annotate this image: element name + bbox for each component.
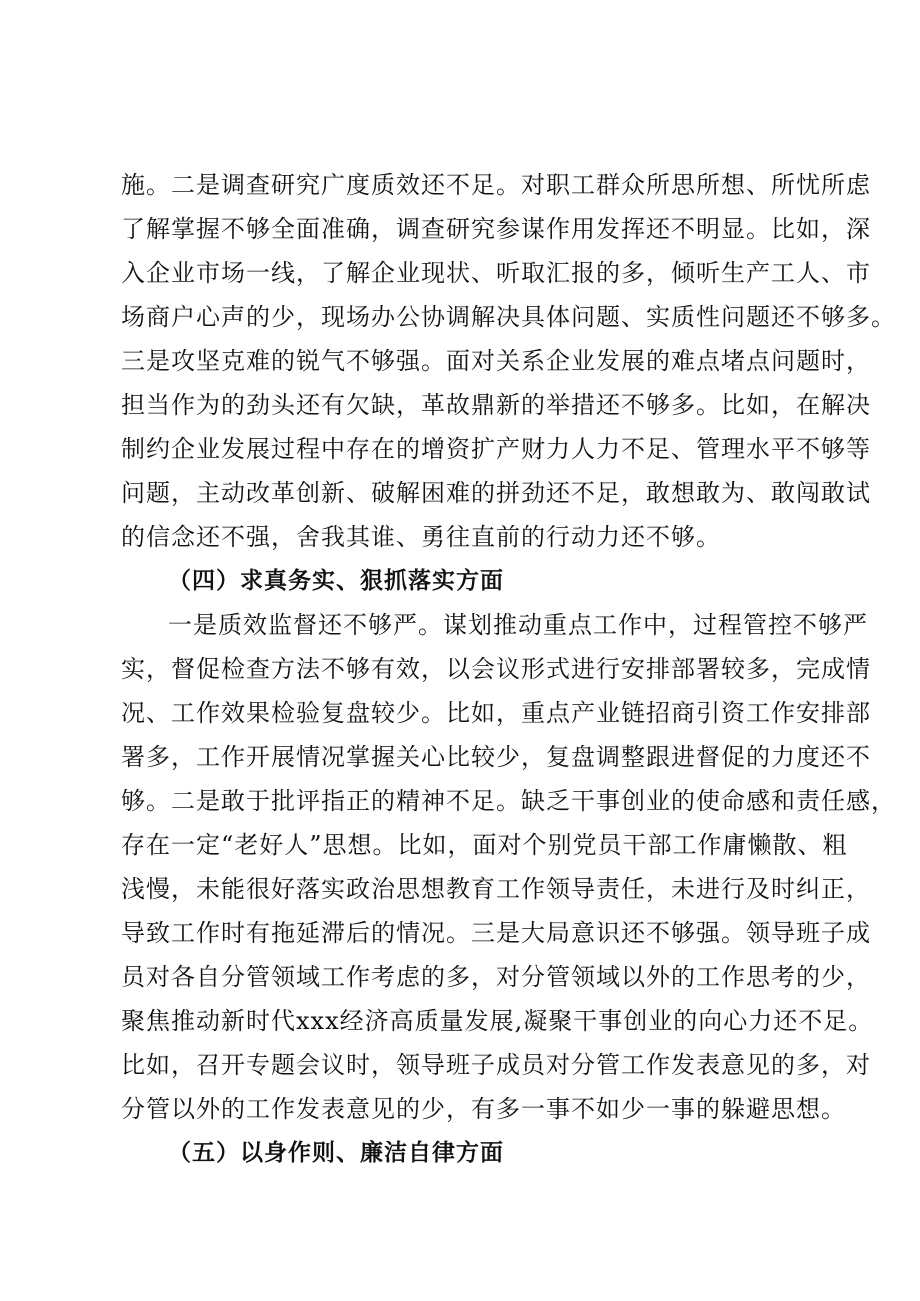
paragraph-2-line-4: 署多，工作开展情况掌握关心比较少，复盘调整跟进督促的力度还不 bbox=[121, 743, 871, 771]
paragraph-2-line-2: 实，督促检查方法不够有效，以会议形式进行安排部署较多，完成情 bbox=[121, 655, 871, 683]
paragraph-1-line-6: 担当作为的劲头还有欠缺，革故鼎新的举措还不够多。比如，在解决 bbox=[121, 391, 871, 419]
paragraph-2-line-12: 分管以外的工作发表意见的少，有多一事不如少一事的躲避思想。 bbox=[121, 1095, 846, 1123]
section-heading-4: （四）求真务实、狠抓落实方面 bbox=[168, 568, 504, 594]
paragraph-1-line-1: 施。二是调查研究广度质效还不足。对职工群众所思所想、所忧所虑 bbox=[121, 171, 871, 199]
paragraph-2-line-1: 一是质效监督还不够严。谋划推动重点工作中，过程管控不够严 bbox=[168, 611, 868, 639]
paragraph-1-line-2: 了解掌握不够全面准确，调查研究参谋作用发挥还不明显。比如，深 bbox=[121, 215, 871, 243]
paragraph-2-line-5: 够。二是敢于批评指正的精神不足。缺乏干事创业的使命感和责任感， bbox=[121, 787, 896, 815]
paragraph-1-line-5: 三是攻坚克难的锐气不够强。面对关系企业发展的难点堵点问题时， bbox=[121, 347, 871, 375]
paragraph-2-line-10: 聚焦推动新时代xxx经济高质量发展,凝聚干事创业的向心力还不足。 bbox=[121, 1007, 874, 1035]
paragraph-2-line-6: 存在一定“老好人”思想。比如，面对个别党员干部工作庸懒散、粗 bbox=[121, 831, 848, 859]
paragraph-2-line-3: 况、工作效果检验复盘较少。比如，重点产业链招商引资工作安排部 bbox=[121, 699, 871, 727]
paragraph-2-line-8: 导致工作时有拖延滞后的情况。三是大局意识还不够强。领导班子成 bbox=[121, 919, 871, 947]
paragraph-1-line-4: 场商户心声的少，现场办公协调解决具体问题、实质性问题还不够多。 bbox=[121, 303, 896, 331]
paragraph-2-line-7: 浅慢，未能很好落实政治思想教育工作领导责任，未进行及时纠正， bbox=[121, 875, 871, 903]
paragraph-2-line-11: 比如，召开专题会议时，领导班子成员对分管工作发表意见的多，对 bbox=[121, 1051, 871, 1079]
paragraph-2-line-9: 员对各自分管领域工作考虑的多，对分管领域以外的工作思考的少， bbox=[121, 963, 871, 991]
paragraph-1-line-9: 的信念还不强，舍我其谁、勇往直前的行动力还不够。 bbox=[121, 523, 721, 551]
paragraph-1-line-7: 制约企业发展过程中存在的增资扩产财力人力不足、管理水平不够等 bbox=[121, 435, 871, 463]
paragraph-1-line-3: 入企业市场一线，了解企业现状、听取汇报的多，倾听生产工人、市 bbox=[121, 259, 871, 287]
paragraph-1-line-8: 问题，主动改革创新、破解困难的拼劲还不足，敢想敢为、敢闯敢试 bbox=[121, 479, 871, 507]
section-heading-5: （五）以身作则、廉洁自律方面 bbox=[168, 1140, 504, 1166]
